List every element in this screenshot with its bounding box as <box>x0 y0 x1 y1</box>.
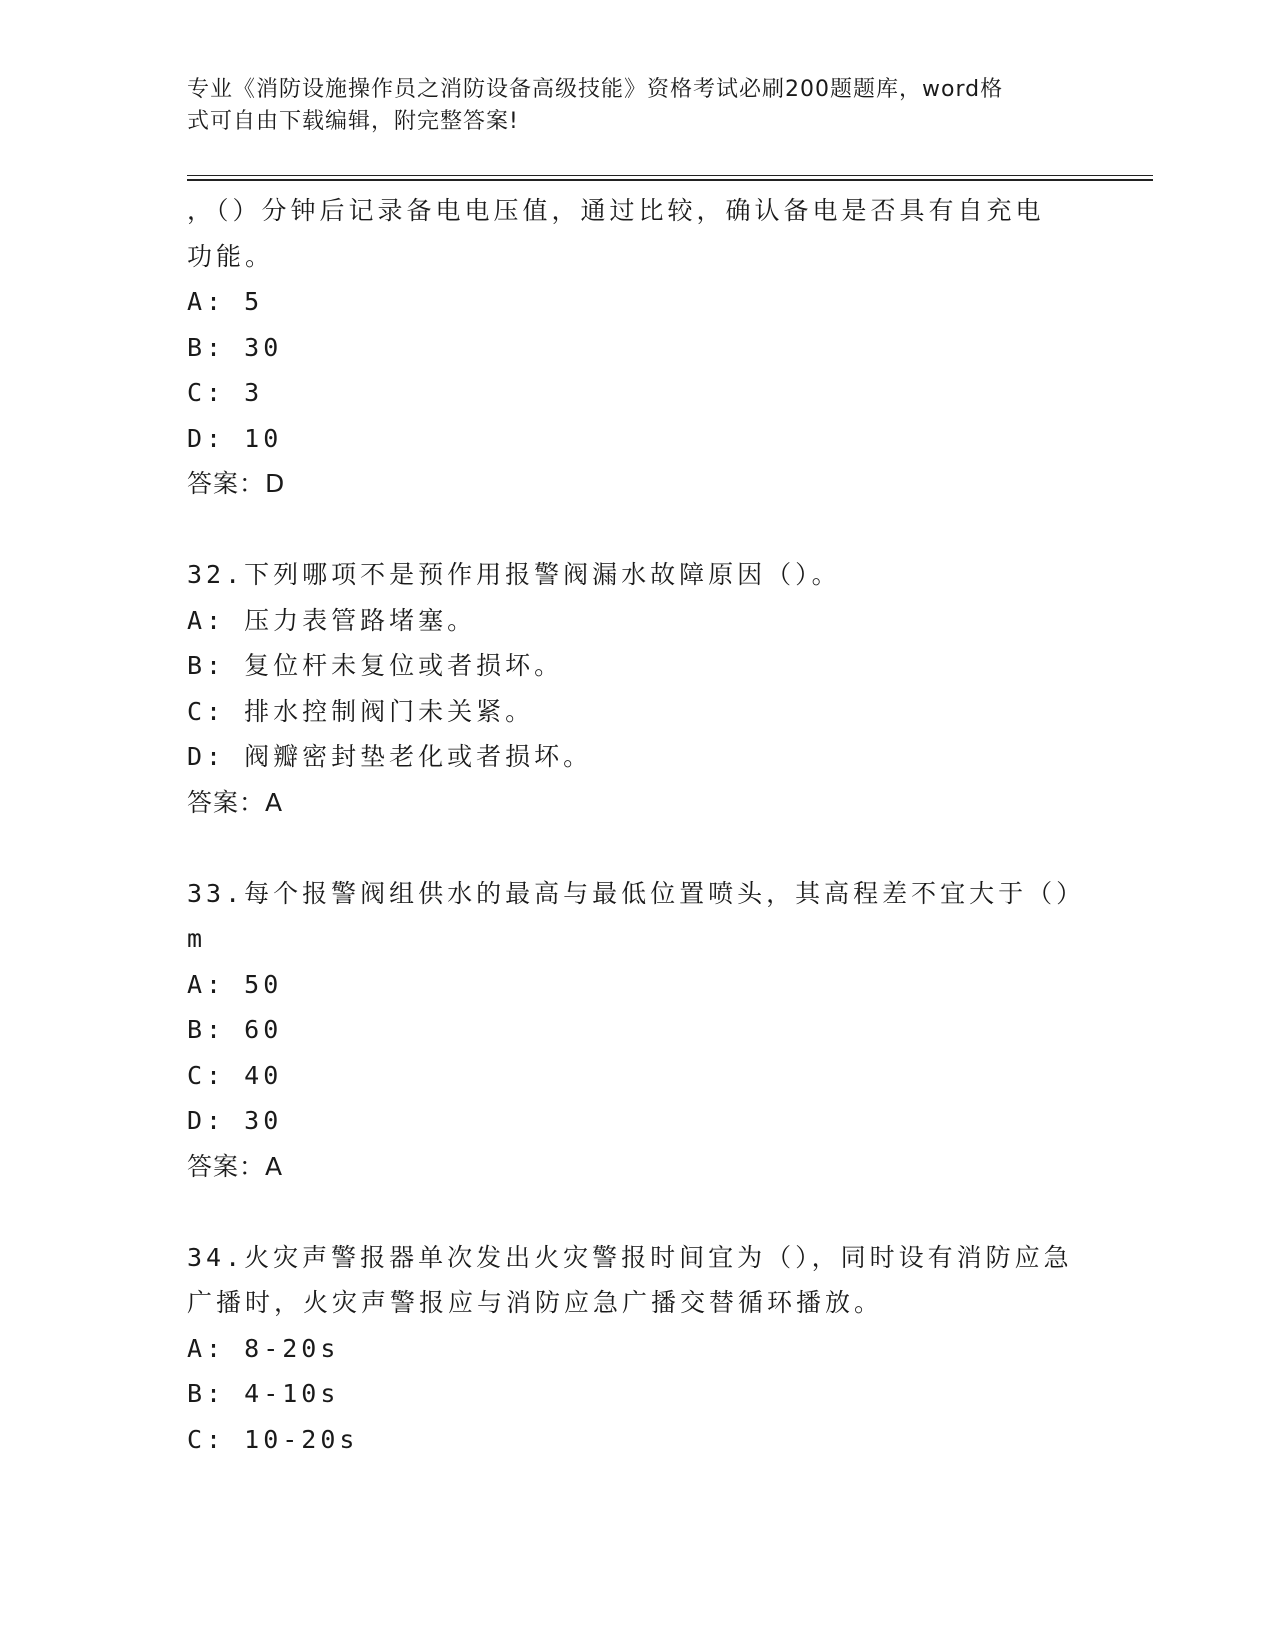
option-a: A: 8-20s <box>187 1333 340 1363</box>
question-34 <box>187 1235 1087 1463</box>
question-33 <box>187 871 1087 1190</box>
header-line-1: 专业《消防设施操作员之消防设备高级技能》资格考试必刷200题题库，word格 <box>187 77 1004 102</box>
option-c: C: 3 <box>187 378 264 407</box>
question-stem: 32.下列哪项不是预作用报警阀漏水故障原因（）。 <box>187 560 841 589</box>
option-c: C: 排水控制阀门未关紧。 <box>187 696 535 726</box>
question-spacer <box>187 507 1087 553</box>
question-spacer <box>187 1189 1087 1235</box>
document-header <box>187 74 1067 138</box>
question-stem: m <box>187 924 207 953</box>
answer-line: 答案：A <box>187 787 284 817</box>
header-rule-thick <box>187 179 1153 181</box>
header-line-2: 式可自由下载编辑，附完整答案! <box>187 109 519 134</box>
header-rule-thin <box>187 175 1153 176</box>
option-b: B: 30 <box>187 332 283 362</box>
question-stem: 33.每个报警阀组供水的最高与最低位置喷头，其高程差不宜大于（） <box>187 878 1086 908</box>
option-c: C: 40 <box>187 1060 283 1090</box>
option-d: D: 30 <box>187 1106 283 1135</box>
answer-line: 答案：D <box>187 469 286 498</box>
question-stem: 34.火灾声警报器单次发出火灾警报时间宜为（），同时设有消防应急 <box>187 1242 1073 1272</box>
question-stem: 广播时，火灾声警报应与消防应急广播交替循环播放。 <box>187 1288 884 1317</box>
option-a: A: 压力表管路堵塞。 <box>187 605 477 635</box>
question-stem: ，（）分钟后记录备电电压值，通过比较，确认备电是否具有自充电 <box>187 196 1045 225</box>
question-stem: 功能。 <box>187 241 275 271</box>
question-spacer <box>187 825 1087 871</box>
question-list <box>187 188 1087 1462</box>
option-c: C: 10-20s <box>187 1424 359 1454</box>
option-d: D: 阀瓣密封垫老化或者损坏。 <box>187 742 593 771</box>
option-b: B: 4-10s <box>187 1379 340 1408</box>
option-a: A: 50 <box>187 969 283 999</box>
question-31 <box>187 188 1087 507</box>
option-b: B: 复位杆未复位或者损坏。 <box>187 651 564 680</box>
answer-line: 答案：A <box>187 1151 284 1181</box>
question-32 <box>187 552 1087 825</box>
option-a: A: 5 <box>187 287 264 316</box>
option-b: B: 60 <box>187 1015 283 1044</box>
option-d: D: 10 <box>187 423 283 453</box>
